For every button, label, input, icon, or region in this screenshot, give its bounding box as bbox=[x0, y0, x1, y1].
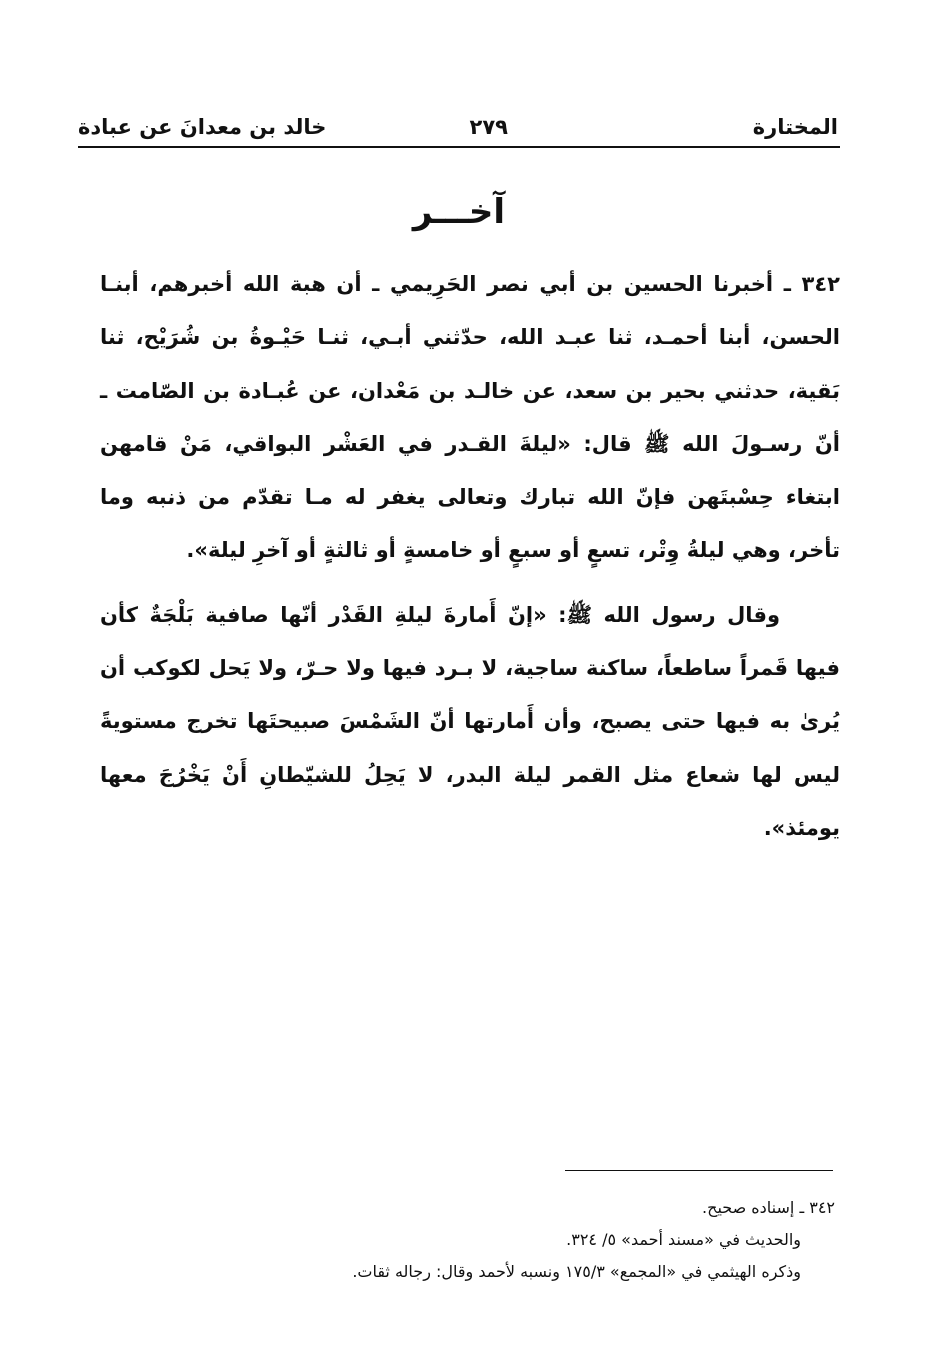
footnotes bbox=[150, 1192, 835, 1288]
section-title: خالد بن معدانَ عن عبادة bbox=[78, 115, 327, 139]
footnote-line-3: وذكره الهيثمي في «المجمع» ١٧٥/٣ ونسبه لأحمد وقال: رجاله ثقات. bbox=[352, 1262, 801, 1281]
header-divider bbox=[78, 146, 840, 148]
footnote-divider bbox=[565, 1170, 833, 1171]
hadith-paragraph-1: ٣٤٢ ـ أخبرنا الحسين بن أبي نصر الحَرِيمي ـ أن هبة الله أخبرهم، أبنـا الحسن، أبنا أحمـد، ثنا عبـد الله، حدّثني أبـي، ثنـا حَيْـوةُ بن شُرَيْح، ثنا بَقية، حدثني بحير بن سعد، عن خالـد بن مَعْدان، عن عُبـادة بن الصّامت ـ أنّ رسـولَ الله ﷺ قال: «ليلةَ القـدر في العَشْر البواقي، مَنْ قامهن ابتغاء حِسْبتَهن فإنّ الله تبارك وتعالى يغفر له مـا تقدّم من ذنبه وما تأخر، وهي ليلةُ وِتْر، تسعٍ أو سبعٍ أو خامسةٍ أو ثالثةٍ أو آخرِ ليلة». bbox=[100, 272, 840, 563]
footnote-line-1: ٣٤٢ ـ إسناده صحيح. bbox=[702, 1198, 835, 1217]
page-number: ٢٧٩ bbox=[469, 115, 508, 139]
footnote-line-2: والحديث في «مسند أحمد» ٥/ ٣٢٤. bbox=[566, 1230, 801, 1249]
hadith-body bbox=[100, 258, 840, 855]
book-title: المختارة bbox=[752, 115, 838, 139]
hadith-paragraph-2: وقال رسول الله ﷺ: «إنّ أَمارةَ ليلةِ القَدْر أنّها صافية بَلْجَةٌ كأن فيها قَمراً ساطعاً، ساكنة ساجية، لا بـرد فيها ولا حـرّ، ولا يَحل لكوكب أن يُرىٰ به فيها حتى يصبح، وأن أَمارتها أنّ الشَمْسَ صبيحتَها تخرج مستويةً ليس لها شعاع مثل القمر ليلة البدر، لا يَحِلُ للشيّطانِ أَنْ يَخْرُجَ معها يومئذ». bbox=[100, 602, 840, 840]
chapter-title: آخـــر bbox=[412, 192, 506, 232]
